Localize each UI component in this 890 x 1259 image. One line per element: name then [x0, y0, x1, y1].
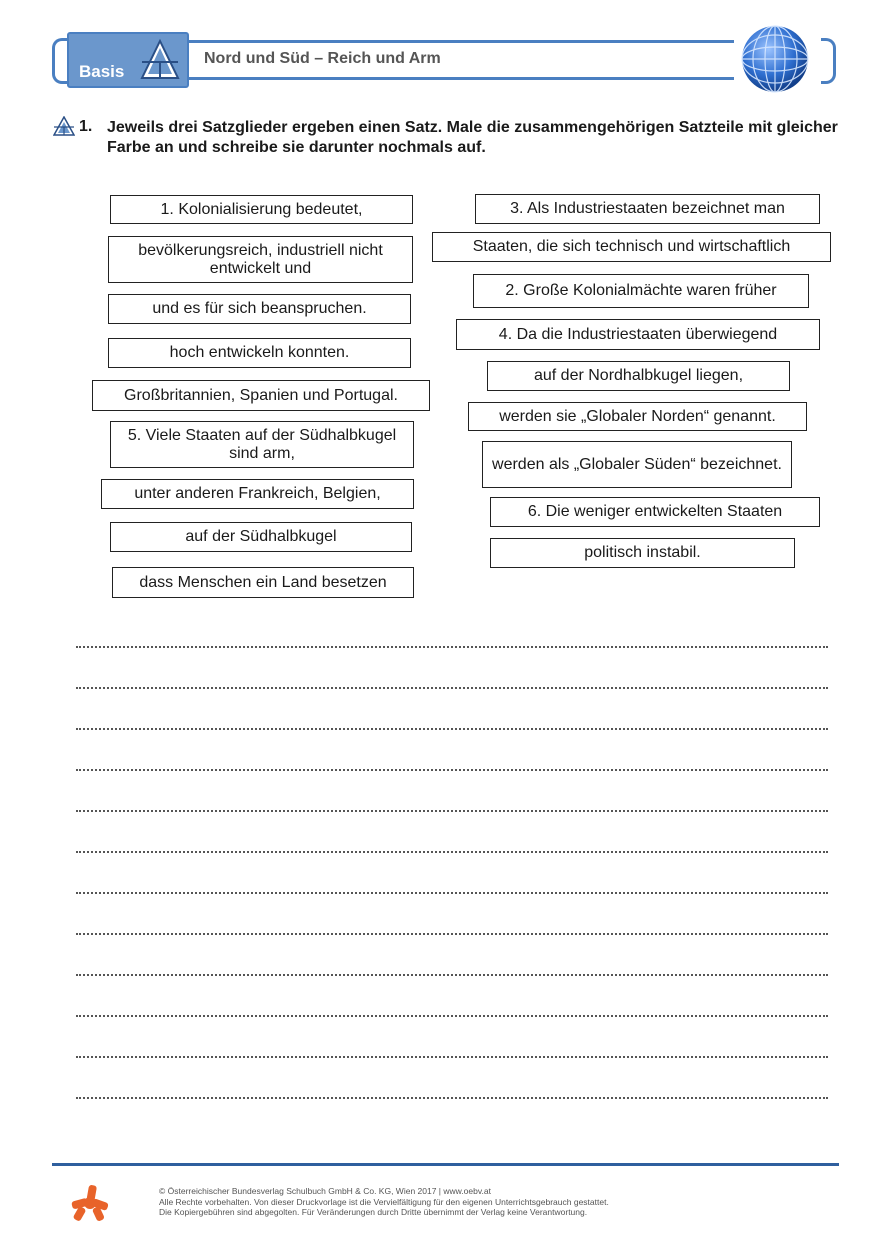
writing-line[interactable]: [76, 974, 828, 976]
sentence-part-box[interactable]: auf der Nordhalbkugel liegen,: [487, 361, 790, 391]
basis-label: Basis: [79, 62, 125, 81]
writing-line[interactable]: [76, 646, 828, 648]
sentence-part-box[interactable]: politisch instabil.: [490, 538, 795, 568]
writing-line[interactable]: [76, 687, 828, 689]
footer-line: Alle Rechte vorbehalten. Von dieser Druckvorlage ist die Vervielfältigung für den eigenen Unterrichtsgebrauch gestattet.: [159, 1196, 609, 1207]
sentence-part-box[interactable]: 5. Viele Staaten auf der Südhalbkugel sind arm,: [110, 421, 414, 468]
writing-line[interactable]: [76, 1097, 828, 1099]
triangle-level-icon: [139, 38, 181, 82]
sentence-part-box[interactable]: 6. Die weniger entwickelten Staaten: [490, 497, 820, 527]
writing-line[interactable]: [76, 1056, 828, 1058]
task-level-icon: [53, 116, 75, 136]
footer-rule: [52, 1163, 839, 1166]
sentence-part-box[interactable]: und es für sich beanspruchen.: [108, 294, 411, 324]
writing-line[interactable]: [76, 769, 828, 771]
sentence-part-box[interactable]: Staaten, die sich technisch und wirtschaftlich: [432, 232, 831, 262]
basis-badge: [67, 32, 189, 88]
writing-line[interactable]: [76, 851, 828, 853]
header-rule-bottom: [186, 77, 734, 80]
writing-line[interactable]: [76, 728, 828, 730]
page-title: Nord und Süd – Reich und Arm: [204, 50, 441, 67]
footer-line: © Österreichischer Bundesverlag Schulbuch GmbH & Co. KG, Wien 2017 | www.oebv.at: [159, 1186, 491, 1196]
writing-line[interactable]: [76, 1015, 828, 1017]
sentence-part-box[interactable]: bevölkerungsreich, industriell nicht entwickelt und: [108, 236, 413, 283]
sentence-part-box[interactable]: dass Menschen ein Land besetzen: [112, 567, 414, 598]
sentence-part-box[interactable]: auf der Südhalbkugel: [110, 522, 412, 552]
sentence-part-box[interactable]: Großbritannien, Spanien und Portugal.: [92, 380, 430, 411]
sentence-part-box[interactable]: werden sie „Globaler Norden“ genannt.: [468, 402, 807, 431]
writing-line[interactable]: [76, 892, 828, 894]
task-number: 1.: [79, 118, 93, 135]
header-rule-top: [186, 40, 734, 43]
sentence-part-box[interactable]: 1. Kolonialisierung bedeutet,: [110, 195, 413, 224]
globe-icon: [740, 24, 810, 94]
sentence-part-box[interactable]: 3. Als Industriestaaten bezeichnet man: [475, 194, 820, 224]
header-bracket-left: [52, 38, 67, 84]
task-instruction: Jeweils drei Satzglieder ergeben einen Satz. Male die zusammengehörigen Satzteile mit gleicher Farbe an und schreibe sie darunter nochmals auf.: [107, 119, 838, 156]
footer-line: Die Kopiergebühren sind abgegolten. Für Veränderungen durch Dritte übernimmt der Verlag keine Verantwortung.: [159, 1207, 588, 1217]
sentence-part-box[interactable]: 4. Da die Industriestaaten überwiegend: [456, 319, 820, 350]
sentence-part-box[interactable]: 2. Große Kolonialmächte waren früher: [473, 274, 809, 308]
writing-line[interactable]: [76, 933, 828, 935]
sentence-part-box[interactable]: unter anderen Frankreich, Belgien,: [101, 479, 414, 509]
writing-line[interactable]: [76, 810, 828, 812]
publisher-logo-icon: [70, 1183, 110, 1223]
header-bracket-right: [821, 38, 836, 84]
footer-copyright: [159, 1186, 609, 1218]
sentence-part-box[interactable]: werden als „Globaler Süden“ bezeichnet.: [482, 441, 792, 488]
sentence-part-box[interactable]: hoch entwickeln konnten.: [108, 338, 411, 368]
